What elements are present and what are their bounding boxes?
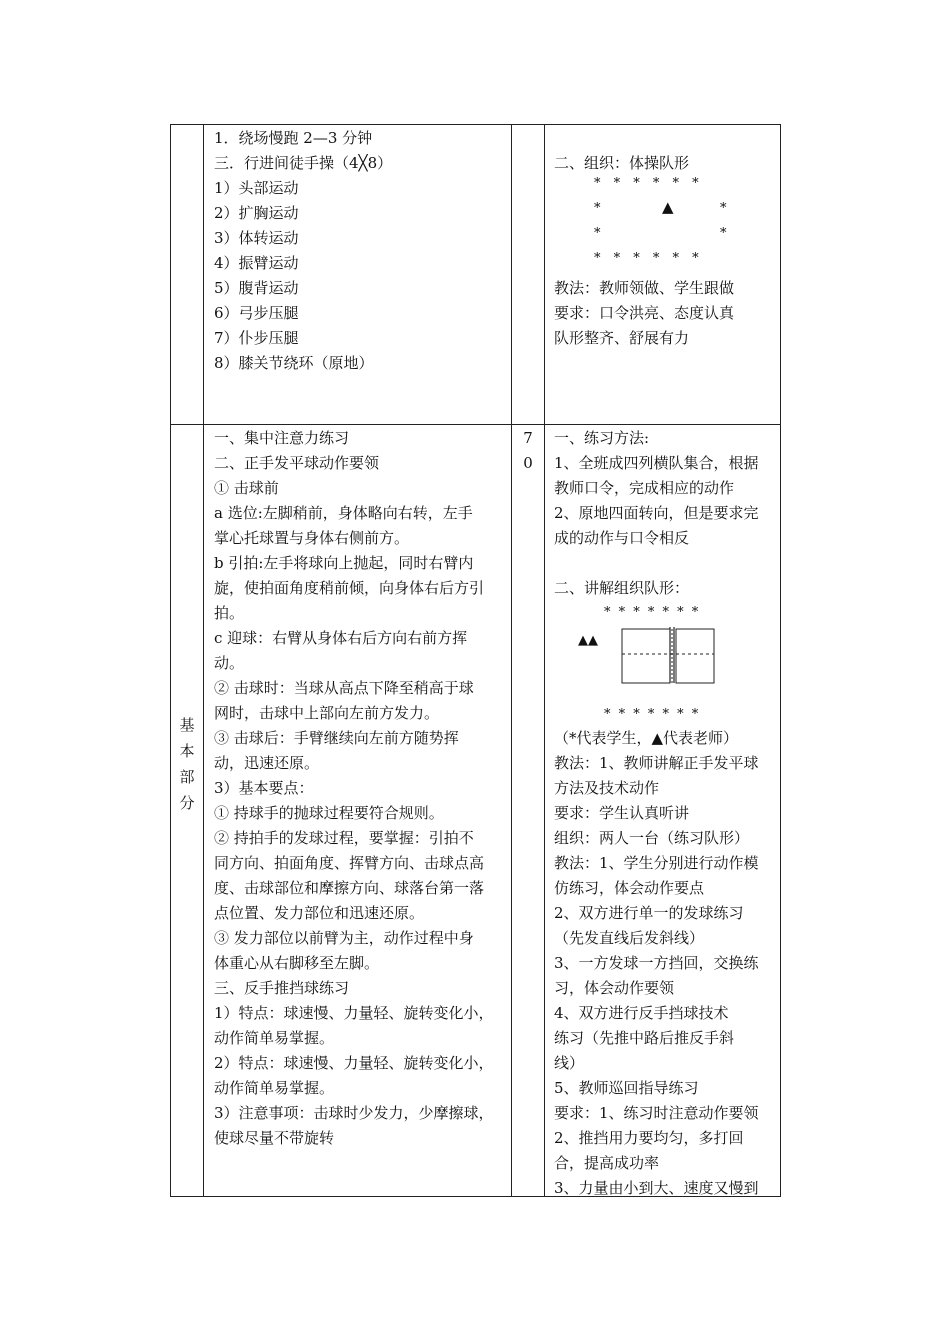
organize-bottom-line-4: 要求：学生认真听讲 [554, 804, 690, 822]
basic-part-organization [554, 426, 780, 1201]
basic-content-line-29: 使球尽量不带旋转 [214, 1129, 335, 1147]
basic-content-line-23: 三、反手推挡球练习 [214, 979, 350, 997]
basic-content-line-16: ① 持球手的抛球过程要符合规则。 [214, 804, 444, 822]
organize-bottom-line-18: 合，提高成功率 [554, 1154, 660, 1172]
basic-content-line-28: 3）注意事项：击球时少发力，少摩擦球， [214, 1104, 494, 1122]
warmup-content-line-7: 5）腹背运动 [214, 279, 299, 297]
warmup-content-line-8: 6）弓步压腿 [214, 304, 299, 322]
org-title: 二、组织：体操队形 [554, 154, 690, 172]
basic-content-line-6: b 引拍:左手将球向上抛起，同时右臂内 [214, 554, 474, 572]
organize-top-line-2: 1、全班成四列横队集合，根据 [554, 454, 759, 472]
basic-content-line-13: ③ 击球后：手臂继续向左前方随势挥 [214, 729, 459, 747]
organize-bottom-line-15: 5、教师巡回指导练习 [554, 1079, 699, 1097]
formation-top-row: * * * * * * [594, 176, 699, 191]
basic-content-line-27: 动作简单易掌握。 [214, 1079, 335, 1097]
warmup-content-line-4: 2）扩胸运动 [214, 204, 299, 222]
label-char-2: 本 [179, 742, 195, 760]
label-char-3: 部 [179, 768, 195, 786]
organize-top-line-3: 教师口令，完成相应的动作 [554, 479, 735, 497]
warmup-content-line-2: 三．行进间徒手操（4╳8） [214, 154, 393, 172]
warmup-method-line-3: 队形整齐、舒展有力 [554, 329, 690, 347]
warmup-content-line-5: 3）体转运动 [214, 229, 299, 247]
organize-bottom-line-16: 要求：1、练习时注意动作要领 [554, 1104, 759, 1122]
organize-bottom-line-5: 组织：两人一台（练习队形） [554, 829, 750, 847]
organize-bottom-line-17: 2、推挡用力要均匀，多打回 [554, 1129, 744, 1147]
basic-content-line-26: 2）特点：球速慢、力量轻、旋转变化小， [214, 1054, 494, 1072]
organize-top-line-4: 2、原地四面转向，但是要求完 [554, 504, 759, 522]
formation-right-star: * [720, 201, 727, 216]
basic-content-line-21: ③ 发力部位以前臂为主，动作过程中身 [214, 929, 474, 947]
organization-details [554, 726, 780, 1201]
organize-bottom-line-19: 3、力量由小到大、速度又慢到 [554, 1179, 759, 1197]
label-char-4: 分 [179, 794, 195, 812]
warmup-content-line-3: 1）头部运动 [214, 179, 299, 197]
warmup-content-line-1: 1．绕场慢跑 2—3 分钟 [214, 129, 373, 147]
basic-content-line-20: 点位置、发力部位和迅速还原。 [214, 904, 425, 922]
organize-bottom-line-12: 4、双方进行反手挡球技术 [554, 1004, 729, 1022]
basic-content-line-15: 3）基本要点： [214, 779, 314, 797]
basic-content-line-19: 度、击球部位和摩擦方向、球落台第一落 [214, 879, 485, 897]
formation-left-star-2: * [594, 226, 601, 241]
basic-content-line-5: 掌心托球置与身体右侧前方。 [214, 529, 410, 547]
basic-content-line-9: c 迎球：右臂从身体右后方向右前方挥 [214, 629, 468, 647]
basic-content-line-24: 1）特点：球速慢、力量轻、旋转变化小， [214, 1004, 494, 1022]
warmup-method-line-1: 教法：教师领做、学生跟做 [554, 279, 735, 297]
basic-content-line-1: 一、集中注意力练习 [214, 429, 350, 447]
basic-content-line-2: 二、正手发平球动作要领 [214, 454, 380, 472]
time-digit-1: 7 [523, 429, 533, 447]
column-divider-1 [203, 124, 204, 1197]
basic-content-line-11: ② 击球时：当球从高点下降至稍高于球 [214, 679, 474, 697]
organize-top-line-1: 一、练习方法: [554, 429, 650, 447]
organize-bottom-line-6: 教法：1、学生分别进行动作模 [554, 854, 759, 872]
basic-content-line-4: a 选位:左脚稍前，身体略向右转，左手 [214, 504, 473, 522]
organize-bottom-line-13: 练习（先推中路后推反手斜 [554, 1029, 735, 1047]
column-divider-2 [511, 124, 512, 1197]
warmup-content-line-9: 7）仆步压腿 [214, 329, 299, 347]
gymnastics-formation [554, 176, 780, 276]
court-diagram [554, 601, 780, 726]
column-divider-3 [544, 124, 545, 1197]
basic-content-line-7: 旋，使拍面角度稍前倾，向身体右后方引 [214, 579, 485, 597]
basic-content-line-25: 动作简单易掌握。 [214, 1029, 335, 1047]
formation-left-star: * [594, 201, 601, 216]
organization-methods [554, 426, 780, 601]
court-bottom-students: * * * * * * * [604, 707, 699, 722]
basic-content-line-3: ① 击球前 [214, 479, 279, 497]
warmup-method [554, 276, 780, 351]
basic-part-time [511, 426, 545, 476]
table-right-half [676, 629, 714, 683]
organize-bottom-line-10: 3、一方发球一方挡回，交换练 [554, 954, 759, 972]
section-label-basic-part [170, 712, 204, 816]
organize-bottom-line-2: 教法：1、教师讲解正手发平球 [554, 754, 759, 772]
organize-bottom-line-8: 2、双方进行单一的发球练习 [554, 904, 744, 922]
basic-content-line-10: 动。 [214, 654, 245, 672]
basic-part-content [214, 426, 510, 1151]
formation-bottom-row: * * * * * * [594, 251, 699, 266]
organize-top-line-5: 成的动作与口令相反 [554, 529, 690, 547]
teacher-triangle-icon: ▲ [662, 198, 674, 216]
table-left-half [622, 629, 670, 683]
warmup-content [214, 126, 510, 376]
basic-content-line-8: 拍。 [214, 604, 245, 622]
warmup-organization [554, 126, 780, 422]
organize-top-line-7: 二、讲解组织队形： [554, 579, 690, 597]
organize-bottom-line-11: 习，体会动作要领 [554, 979, 675, 997]
basic-content-line-17: ② 持拍手的发球过程，要掌握：引拍不 [214, 829, 474, 847]
organize-bottom-line-3: 方法及技术动作 [554, 779, 660, 797]
row-divider [170, 424, 781, 425]
basic-content-line-14: 动，迅速还原。 [214, 754, 320, 772]
teacher-pair-icon: ▲▲ [578, 633, 598, 648]
warmup-content-line-10: 8）膝关节绕环（原地） [214, 354, 374, 372]
time-digit-2: 0 [523, 454, 533, 472]
warmup-method-line-2: 要求：口令洪亮、态度认真 [554, 304, 735, 322]
basic-content-line-18: 同方向、拍面角度、挥臂方向、击球点高 [214, 854, 485, 872]
basic-content-line-22: 体重心从右脚移至左脚。 [214, 954, 380, 972]
formation-right-star-2: * [720, 226, 727, 241]
organize-bottom-line-7: 仿练习，体会动作要点 [554, 879, 705, 897]
organize-bottom-line-1: （*代表学生，▲代表老师） [554, 729, 739, 747]
warmup-content-line-6: 4）振臂运动 [214, 254, 299, 272]
court-top-students: * * * * * * * [604, 605, 699, 620]
organize-bottom-line-14: 线） [554, 1054, 585, 1072]
organize-bottom-line-9: （先发直线后发斜线） [554, 929, 705, 947]
label-char-1: 基 [179, 716, 195, 734]
basic-content-line-12: 网时，击球中上部向左前方发力。 [214, 704, 440, 722]
organize-top-line-6 [554, 551, 780, 576]
